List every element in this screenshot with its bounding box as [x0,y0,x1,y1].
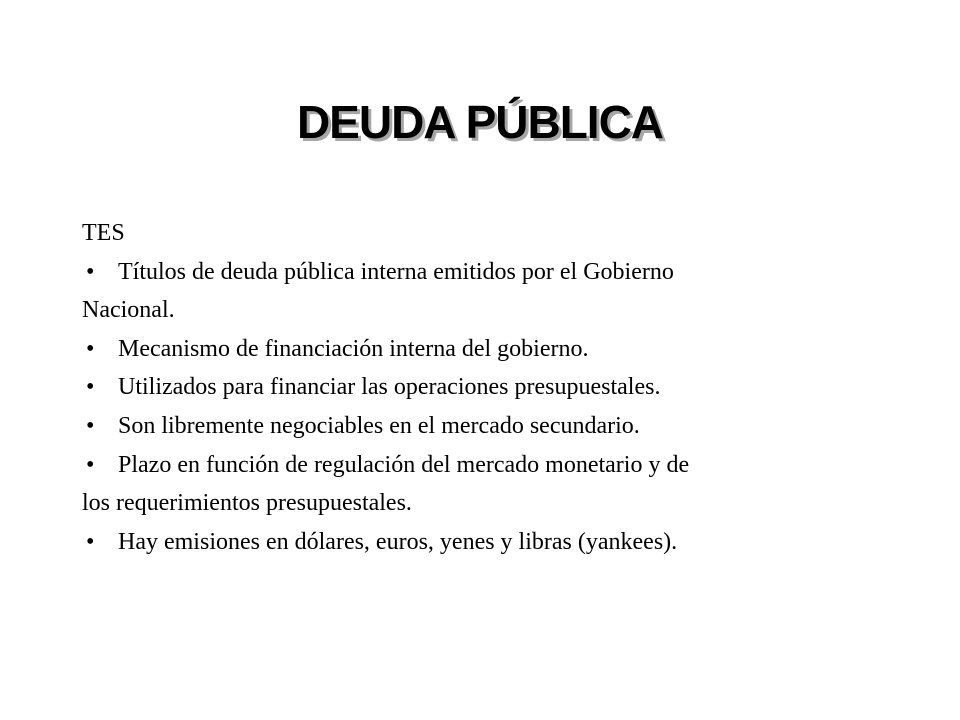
bullet-item-6 [82,523,882,562]
bullet-item-1-text: Títulos de deuda pública interna emitidos por el Gobierno [118,258,674,285]
bullet-icon: • [86,374,95,401]
bullet-item-5 [82,446,882,485]
bullet-item-4-text: Son libremente negociables en el mercado secundario. [118,412,640,439]
slide-title: DEUDA PÚBLICA [296,96,664,148]
bullet-item-6-text: Hay emisiones en dólares, euros, yenes y libras (yankees). [118,528,678,555]
section-heading: TES [82,220,125,246]
bullet-icon: • [86,335,95,362]
bullet-icon: • [86,258,95,285]
bullet-item-3-text: Utilizados para financiar las operaciones presupuestales. [118,374,661,401]
bullet-icon: • [86,528,95,555]
bullet-icon: • [86,412,95,439]
bullet-item-3 [82,368,882,407]
bullet-item-4 [82,407,882,446]
bullet-icon: • [86,451,95,478]
bullet-item-1-continuation: Nacional. [82,297,175,324]
bullet-item-2 [82,330,882,369]
bullet-item-1 [82,253,882,292]
bullet-item-5-text: Plazo en función de regulación del mercado monetario y de [118,451,690,478]
slide-body [82,214,882,561]
bullet-item-2-text: Mecanismo de financiación interna del gobierno. [118,335,589,362]
bullet-item-5-continuation: los requerimientos presupuestales. [82,490,412,517]
